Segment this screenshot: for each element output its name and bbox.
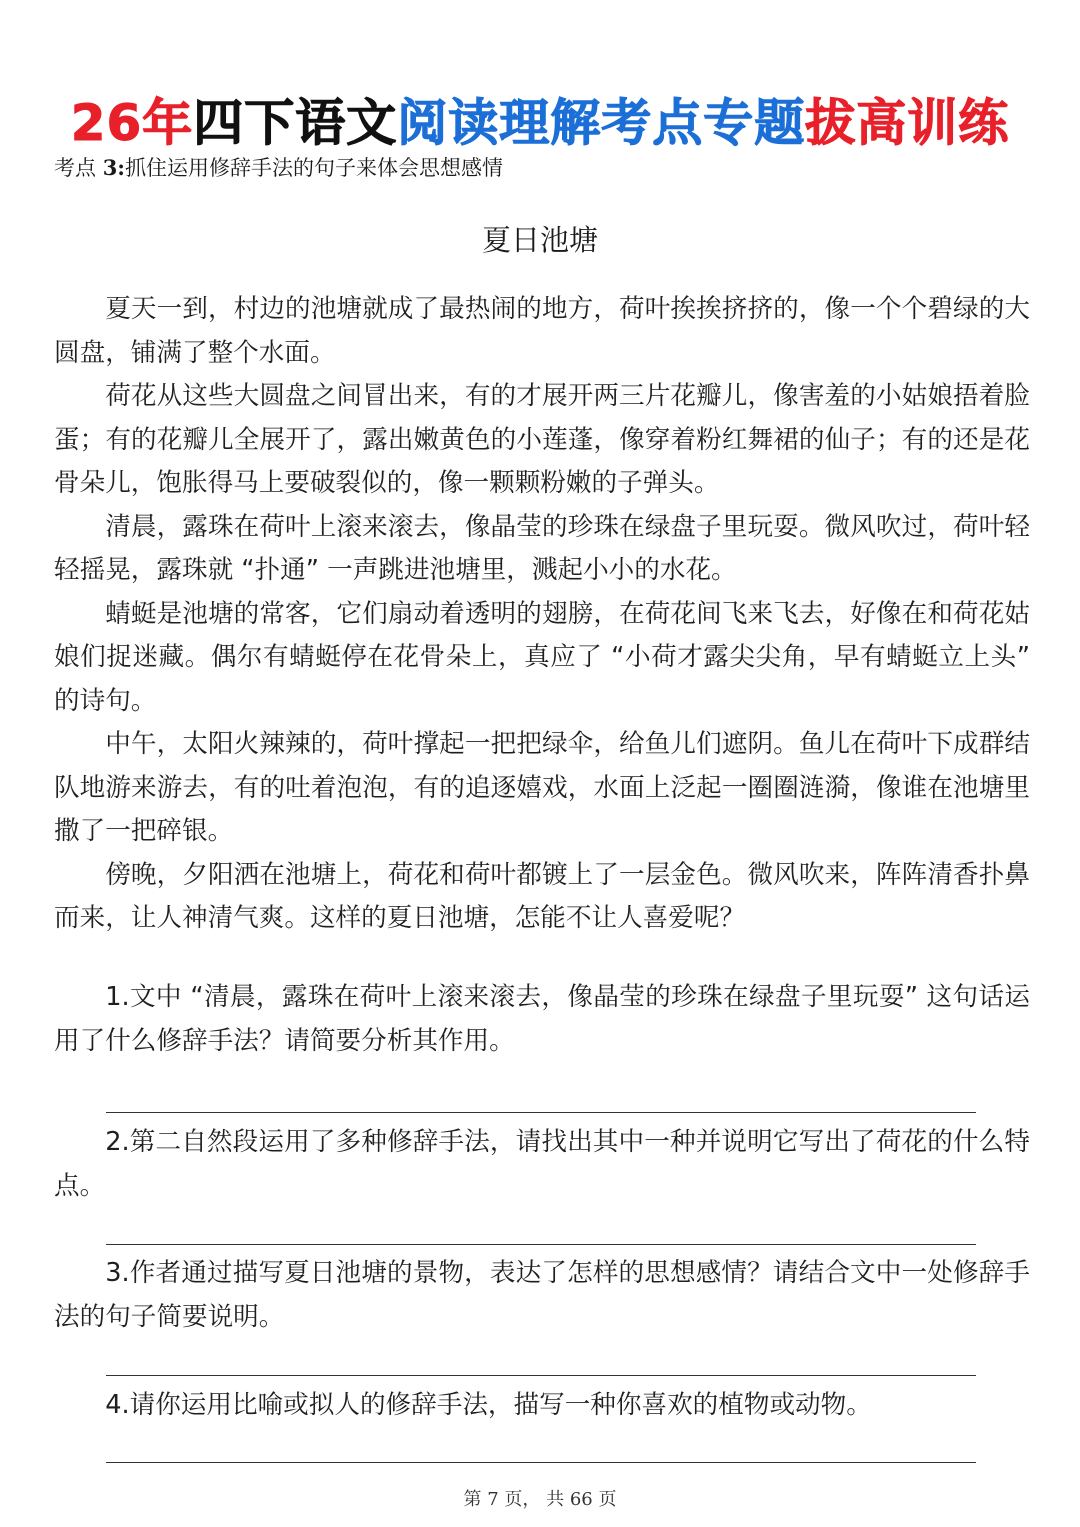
essay-paragraph-3: 清晨，露珠在荷叶上滚来滚去，像晶莹的珍珠在绿盘子里玩耍。微风吹过，荷叶轻轻摇晃，露珠就 “扑通” 一声跳进池塘里，溅起小小的水花。: [54, 511, 1030, 585]
question-3: 3.作者通过描写夏日池塘的景物，表达了怎样的思想感情？请结合文中一处修辞手法的句子简要说明。: [54, 1258, 1030, 1332]
essay-paragraph-6: 傍晚，夕阳洒在池塘上，荷花和荷叶都镀上了一层金色。微风吹来，阵阵清香扑鼻而来，让人神清气爽。这样的夏日池塘，怎能不让人喜爱呢？: [54, 859, 1030, 933]
kaodian-label: 考点: [54, 156, 103, 180]
title-part-training: 拔高训练: [805, 93, 1010, 152]
question-2: 2.第二自然段运用了多种修辞手法，请找出其中一种并说明它写出了荷花的什么特点。: [54, 1127, 1030, 1201]
title-part-year: 26年: [70, 93, 194, 152]
title-part-topic: 阅读理解考点专题: [397, 93, 806, 152]
essay-paragraph-5: 中午，太阳火辣辣的，荷叶撑起一把把绿伞，给鱼儿们遮阴。鱼儿在荷叶下成群结队地游来游去，有的吐着泡泡，有的追逐嬉戏，水面上泛起一圈圈涟漪，像谁在池塘里撒了一把碎银。: [54, 729, 1030, 846]
essay-paragraph-1: 夏天一到，村边的池塘就成了最热闹的地方，荷叶挨挨挤挤的，像一个个碧绿的大圆盘，铺满了整个水面。: [54, 294, 1030, 368]
essay-title: 夏日池塘: [481, 223, 598, 257]
question-2-block: [54, 1121, 1030, 1208]
answer-line-4[interactable]: [106, 1462, 976, 1463]
answer-line-1[interactable]: [106, 1112, 976, 1113]
main-title: [0, 90, 1080, 156]
question-1: 1.文中 “清晨，露珠在荷叶上滚来滚去，像晶莹的珍珠在绿盘子里玩耍” 这句话运用了什么修辞手法？请简要分析其作用。: [54, 982, 1030, 1056]
title-part-grade: 四下语文: [193, 93, 398, 152]
essay-paragraph-4: 蜻蜓是池塘的常客，它们扇动着透明的翅膀，在荷花间飞来飞去，好像在和荷花姑娘们捉迷藏。偶尔有蜻蜓停在花骨朵上，真应了 “小荷才露尖尖角，早有蜻蜓立上头” 的诗句。: [54, 598, 1030, 716]
question-4: 4.请你运用比喻或拟人的修辞手法，描写一种你喜欢的植物或动物。: [105, 1390, 872, 1420]
answer-line-3[interactable]: [106, 1375, 976, 1376]
page-footer: 第 7 页， 共 66 页: [463, 1489, 617, 1510]
kaodian-line: [54, 152, 503, 184]
question-3-block: [54, 1252, 1030, 1339]
question-4-block: [54, 1384, 1030, 1428]
essay-paragraph-2: 荷花从这些大圆盘之间冒出来，有的才展开两三片花瓣儿，像害羞的小姑娘捂着脸蛋；有的花瓣儿全展开了，露出嫩黄色的小莲蓬，像穿着粉红舞裙的仙子；有的还是花骨朵儿，饱胀得马上要破裂似的，像一颗颗粉嫩的子弹头。: [54, 381, 1030, 498]
kaodian-number: 3:: [102, 155, 126, 180]
essay-body: [54, 288, 1030, 941]
kaodian-text: 抓住运用修辞手法的句子来体会思想感情: [125, 156, 504, 180]
answer-line-2[interactable]: [106, 1244, 976, 1245]
question-1-block: [54, 976, 1030, 1063]
